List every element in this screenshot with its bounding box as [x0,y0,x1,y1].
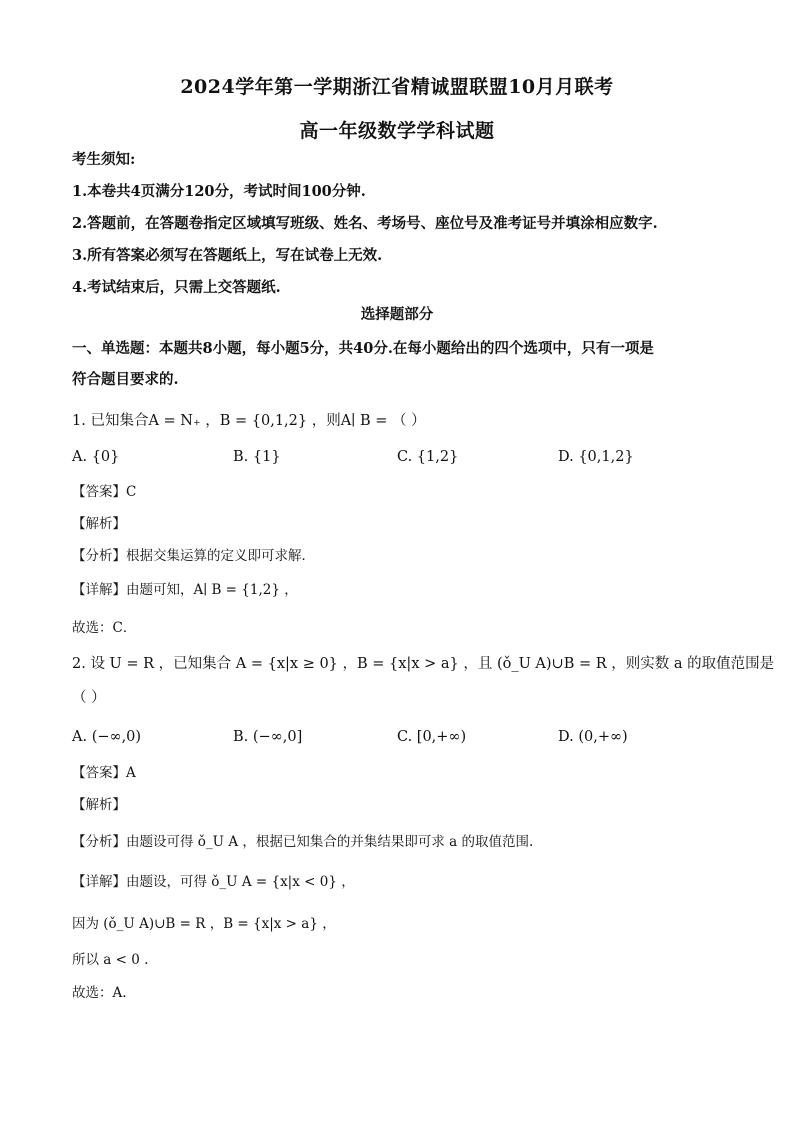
q2-conclusion: 故选：A. [72,985,127,1001]
q2-fenxi: 【分析】由题设可得 ǒ_U A ，根据已知集合的并集结果即可求 a 的取值范围. [72,834,534,850]
q2-answer: 【答案】A [72,765,136,781]
notice-item: 3.所有答案必须写在答题纸上，写在试卷上无效. [72,247,383,264]
q2-step: 所以 a < 0 . [72,952,149,968]
notice-heading: 考生须知: [72,151,136,168]
exam-title: 2024学年第一学期浙江省精诚盟联盟10月月联考 [180,76,614,98]
q2-xiangjie: 【详解】由题设，可得 ǒ_U A = {x|x < 0} ， [72,874,355,890]
exam-subtitle: 高一年级数学学科试题 [299,120,495,142]
notice-item: 2.答题前，在答题卷指定区域填写班级、姓名、考场号、座位号及准考证号并填涂相应数字. [72,215,658,232]
q1-analysis-label: 【解析】 [72,516,126,532]
q2-option-b: B. (−∞,0] [233,729,303,745]
q1-answer: 【答案】C [72,484,137,500]
section-instruction: 一、单选题：本题共8小题，每小题5分，共40分.在每小题给出的四个选项中，只有一项是 [72,340,654,357]
notice-item: 1.本卷共4页满分120分，考试时间100分钟. [72,183,366,200]
q1-conclusion: 故选：C． [72,620,137,636]
section-instruction-cont: 符合题目要求的. [72,371,179,388]
q2-analysis-label: 【解析】 [72,797,126,813]
q2-option-d: D. (0,+∞) [558,729,628,745]
q2-step: 因为 (ǒ_U A)∪B = R ，B = {x|x > a} ， [72,916,336,932]
question-1-stem: 1. 已知集合A = N₊ ，B = {0,1,2} ，则A∣ B = （ ） [72,413,426,429]
notice-item: 4.考试结束后，只需上交答题纸. [72,279,281,296]
q2-option-c: C. [0,+∞) [397,729,467,745]
q1-option-a: A. {0} [72,449,120,465]
question-2-stem: 2. 设 U = R ，已知集合 A = {x|x ≥ 0} ，B = {x|x > a} ，且 (ǒ_U A)∪B = R ，则实数 a 的取值范围是 [72,656,775,672]
q1-option-d: D. {0,1,2} [558,449,634,465]
q1-xiangjie: 【详解】由题可知，A∣ B = {1,2} ， [72,582,298,598]
question-2-stem-cont: （ ） [72,690,106,706]
q1-option-c: C. {1,2} [397,449,459,465]
q1-option-b: B. {1} [233,449,281,465]
q2-option-a: A. (−∞,0) [72,729,142,745]
q1-fenxi: 【分析】根据交集运算的定义即可求解． [72,548,315,564]
section-title: 选择题部分 [360,306,434,323]
